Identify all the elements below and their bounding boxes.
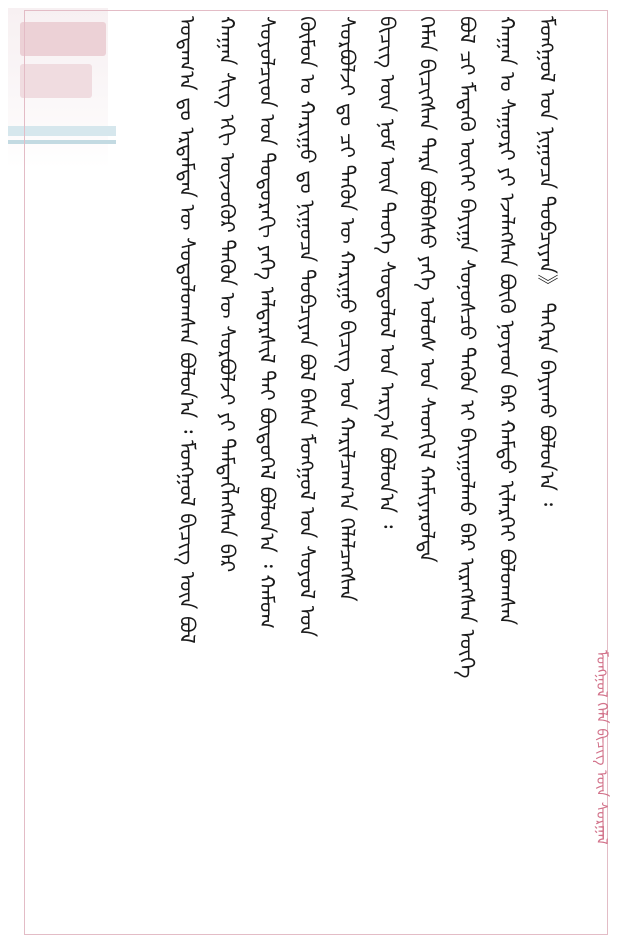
side-caption: ᠮᠣᠩᠭᠣᠯ ᠬᠡᠯᠡ ᠪᠢᠴᠢᠭ ᠦᠨ ᠰᠤᠷᠭᠠᠯ [593,650,611,845]
text-column: ᠮᠣᠩᠭᠣᠯ ᠤᠨ ᠨᠢᠭᠤᠴᠠ ᠲᠣᠪᠴᠢᠶᠠᠨ》 ᠳᠡᠭᠡᠷᠡ ᠪᠠᠶᠢᠬᠤ ᠪᠤᠯᠤᠨ᠎ᠠ ᠄ [535,16,559,507]
text-column: ᠬᠠᠭᠠᠨ ᠰᠢᠭ ᠡᠬᠢ ᠦᠵᠦᠭᠦᠷ ᠲᠡᠭᠦᠨ ᠦ ᠰᠤᠷᠪᠤᠯᠵᠢ ᠶᠢ ᠲᠡᠮᠳᠡᠭᠯᠡᠭᠰᠡᠨ ᠪᠠᠷ [215,16,239,573]
text-column: ᠪᠣᠯ ᠴᠢ ᠮᠡᠳᠡᠬᠦ ᠦᠭᠡᠢ ᠪᠠᠶᠢᠭᠠ ᠰᠣᠨᠣᠰᠴᠤ ᠲᠡᠭᠦᠨ ᠢ ᠪᠠᠶᠢᠭᠤᠯᠬᠤ ᠪᠠᠷ ᠢᠷᠡᠭᠰᠡᠨ ᠦᠭᠡ [455,16,479,679]
text-column: ᠬᠦᠮᠦᠨ ᠤ ᠬᠠᠷᠢᠭᠤ ᠳᠤ ᠨᠢᠭᠤᠴᠠ ᠲᠣᠪᠴᠢᠶᠠᠨ ᠪᠣᠯ ᠪᠠᠰᠠ ᠮᠣᠩᠭᠣᠯ ᠤᠨ ᠰᠣᠶᠤᠯ ᠤᠨ [295,16,319,638]
text-column: ᠤᠳᠠᠭ᠎ᠠ ᠳᠤ ᠡᠷᠳᠡᠮᠲᠡᠨ ᠦ ᠰᠤᠳᠤᠯᠤᠭᠰᠠᠨ ᠪᠣᠯᠤᠨ᠎ᠠ ᠄ ᠮᠣᠩᠭᠣᠯ ᠪᠢᠴᠢᠭ ᠦᠨ ᠪᠣᠯ [175,16,199,644]
vertical-text-block [24,16,564,926]
text-column: ᠬᠠᠭᠠᠨ ᠤ ᠰᠠᠭᠤᠷᠢ ᠶᠢ ᠡᠵᠡᠯᠡᠭᠰᠡᠨ ᠪᠦᠬᠦ ᠨᠣᠶᠠᠳ ᠪᠡᠷ ᠬᠠᠮᠲᠤ ᠢᠯᠡᠷᠬᠡᠢ ᠪᠣᠯᠤᠭᠰᠠᠨ [495,16,519,626]
text-column: ᠪᠢᠴᠢᠭ ᠦᠨ ᠨᠣᠮ ᠦᠨ ᠲᠡᠦᠬᠡ ᠰᠤᠳᠤᠯᠤᠯ ᠤᠨ ᠠᠷᠭ᠎ᠠ ᠪᠣᠯᠤᠨ᠎ᠠ ᠄ [375,16,399,529]
text-column: ᠰᠣᠶᠤᠯᠴᠢᠳ ᠤᠨ ᠳᠣᠲᠣᠷᠠᠬᠢ ᠶᠡᠬᠡ ᠠᠯᠳᠠᠷᠰᠢᠯ ᠲᠠᠢ ᠪᠦᠲᠦᠭᠡᠯ ᠪᠣᠯᠤᠨ᠎ᠠ ᠄ ᠬᠠᠮᠤᠭ [255,16,279,629]
text-column: ᠰᠤᠷᠪᠤᠯᠵᠢ ᠳᠤ ᠴᠢ ᠲᠡᠭᠦᠨ ᠦ ᠬᠠᠷᠢᠭᠤ ᠪᠢᠴᠢᠭ ᠤᠨ ᠬᠠᠷᠢᠯᠴᠠᠭ᠎ᠠ ᠬᠡᠯᠡᠯᠴᠡᠭᠰᠡᠨ [335,16,359,602]
text-column: ᠬᠡᠮᠡᠨ ᠪᠢᠴᠢᠭᠰᠡᠨ ᠲᠡᠷᠡ ᠪᠣᠯᠪᠠᠰᠤ ᠶᠡᠬᠡ ᠤᠯᠤᠰ ᠤᠨ ᠰᠡᠳᠬᠢᠯ ᠬᠠᠮᠢᠶᠠᠷᠤᠯᠲᠠ [415,16,439,563]
